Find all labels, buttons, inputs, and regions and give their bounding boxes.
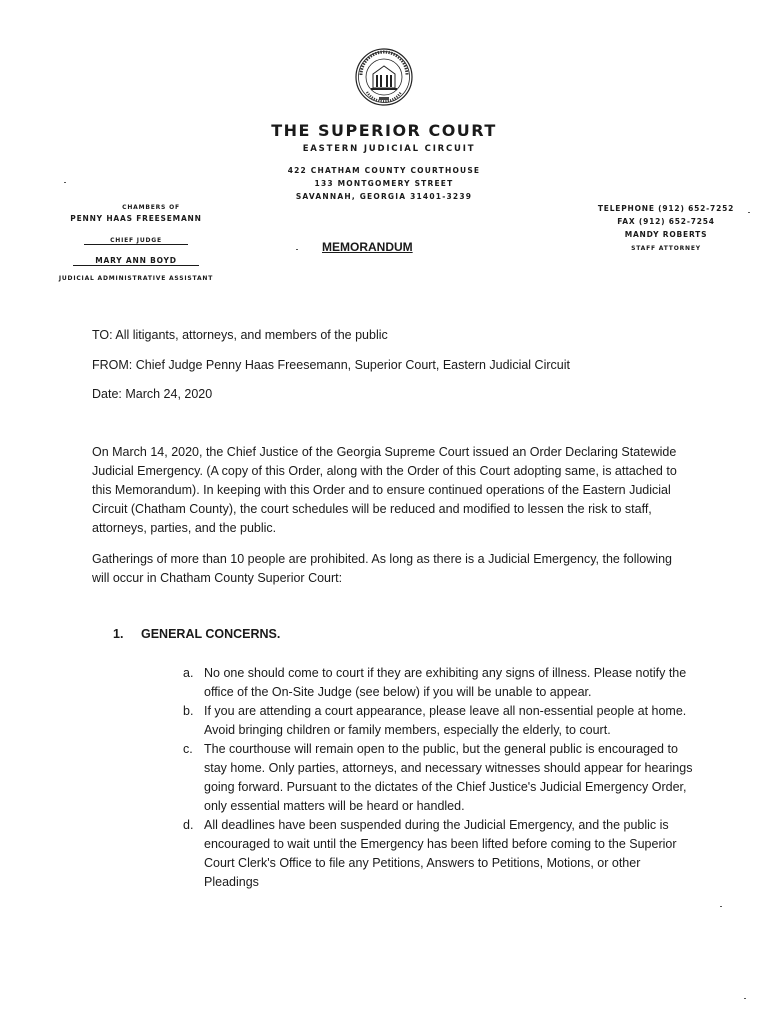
list-item [183,664,693,702]
georgia-state-seal [355,48,413,106]
circuit-name: EASTERN JUDICIAL CIRCUIT [302,144,476,154]
concerns-list [183,664,693,892]
item-text: All deadlines have been suspended during the Judicial Emergency, and the public is encouraged to wait until the Emergency has been lifted before coming to the Superior Court Clerk's Office to file any Petitions, Answers to Petitions, Motions, or other Pleadings [204,818,677,889]
item-text: No one should come to court if they are exhibiting any signs of illness. Please notify the office of the On-Site Judge (see below) if you will be unable to appear. [204,666,687,699]
chambers-label: CHAMBERS OF [122,204,180,211]
item-letter: b. [183,704,194,718]
list-item [183,740,693,816]
item-text: If you are attending a court appearance, please leave all non-essential people at home. Avoid bringing children or family members, especially the elderly, to court. [204,704,687,737]
contact-block [592,204,740,252]
scan-speck [64,182,66,183]
body-paragraph-1: On March 14, 2020, the Chief Justice of the Georgia Supreme Court issued an Order Declaring Statewide Judicial Emergency. (A copy of this Order, along with the Order of this Court adopting same, is attached to this Memorandum). In keeping with this Order and to ensure continued operations of the Eastern Judicial Circuit (Chatham County), the court schedules will be reduced and modified to lessen the risk to staff, attorneys, parties, and the public. [92,445,677,535]
fax: FAX (912) 652-7254 [617,217,715,226]
item-letter: a. [183,666,194,680]
list-item [183,702,693,740]
item-letter: c. [183,742,193,756]
judge-title: CHIEF JUDGE [84,237,188,245]
section-heading [113,627,280,641]
list-item [183,816,693,892]
judge-name: PENNY HAAS FREESEMANN [70,214,202,223]
section-number: 1. [113,627,124,641]
body-paragraph-2: Gatherings of more than 10 people are prohibited. As long as there is a Judicial Emergency, the following will occur in Chatham County Superior Court: [92,552,672,585]
from-line: FROM: Chief Judge Penny Haas Freesemann, Superior Court, Eastern Judicial Circuit [92,358,570,372]
staff-attorney-name: MANDY ROBERTS [624,230,708,239]
scan-speck [744,998,746,999]
assistant-title: JUDICIAL ADMINISTRATIVE ASSISTANT [58,275,214,282]
date-line: Date: March 24, 2020 [92,387,213,401]
scan-speck [296,249,298,250]
section-title: GENERAL CONCERNS. [141,627,281,641]
memorandum-title: MEMORANDUM [322,240,413,254]
address-line-1: 422 CHATHAM COUNTY COURTHOUSE [287,166,481,175]
staff-attorney-title: STAFF ATTORNEY [631,245,701,252]
scan-speck [720,906,722,907]
item-letter: d. [183,818,194,832]
address-line-2: 133 MONTGOMERY STREET [314,179,454,188]
court-title: THE SUPERIOR COURT [271,121,497,140]
to-line: TO: All litigants, attorneys, and members of the public [92,328,388,342]
scan-speck [748,212,750,213]
address-line-3: SAVANNAH, GEORGIA 31401-3239 [295,192,473,201]
item-text: The courthouse will remain open to the public, but the general public is encouraged to stay home. Only parties, attorneys, and necessary witnesses should appear for hearings going forward. Pursuant to the dictates of the Chief Justice's Judicial Emergency Order, only essential matters will be heard or handled. [204,742,693,813]
chambers-block [22,204,250,282]
assistant-name: MARY ANN BOYD [73,256,199,266]
telephone: TELEPHONE (912) 652-7252 [597,204,735,213]
